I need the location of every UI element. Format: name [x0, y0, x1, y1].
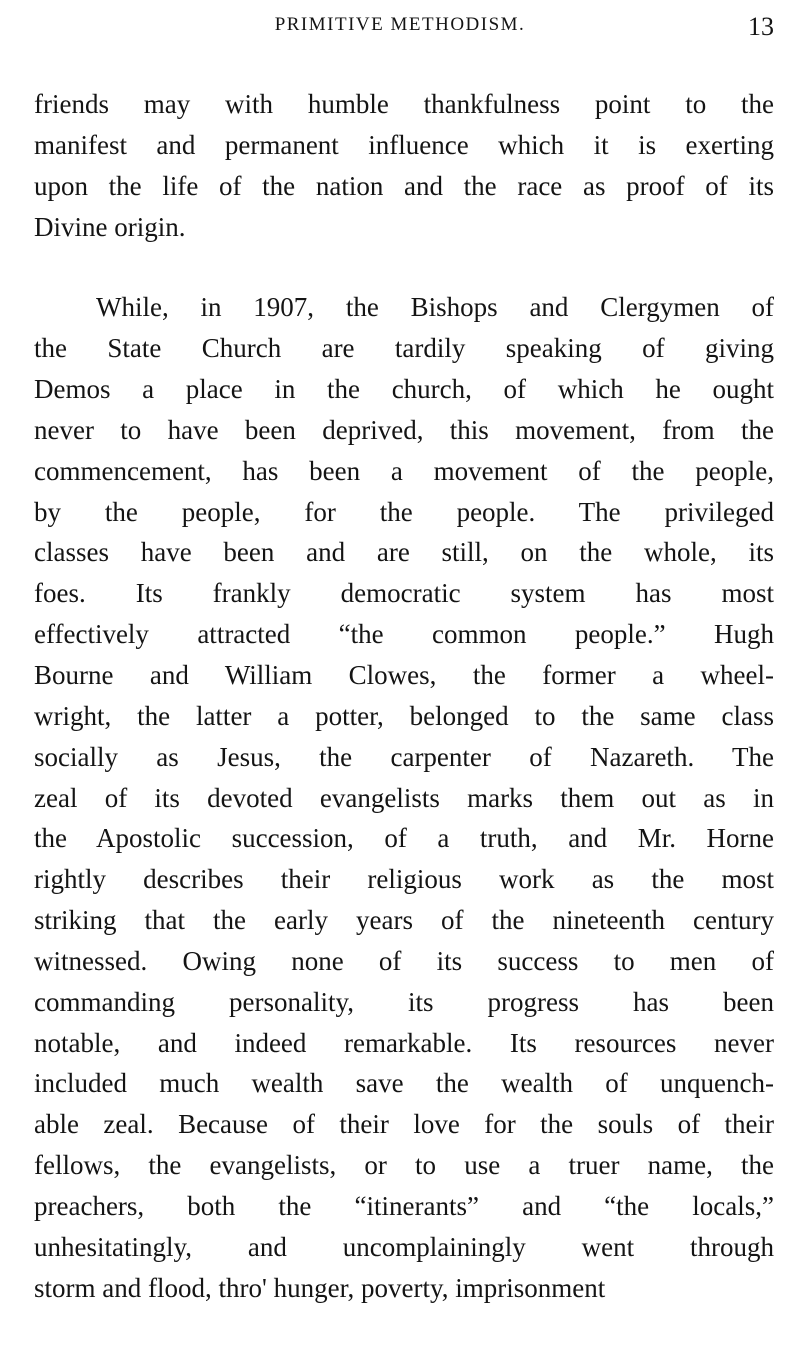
text-line: wright, the latter a potter, belonged to the same class	[34, 700, 774, 731]
page-number: 13	[748, 12, 774, 41]
text-line: effectively attracted “the common people.” Hugh	[34, 619, 774, 650]
running-title: PRIMITIVE METHODISM.	[274, 14, 526, 35]
text-line: preachers, both the “itinerants” and “the locals,”	[34, 1190, 774, 1221]
text-line: zeal of its devoted evangelists marks them out as in	[34, 782, 774, 813]
running-head	[0, 10, 800, 42]
text-line: able zeal. Because of their love for the souls of their	[34, 1109, 774, 1140]
text-line: notable, and indeed remarkable. Its resources never	[34, 1027, 774, 1058]
text-line: included much wealth save the wealth of unquench-	[34, 1068, 774, 1099]
text-line: commencement, has been a movement of the people,	[34, 455, 774, 486]
text-line: Divine origin.	[34, 211, 186, 242]
text-line: rightly describes their religious work as the most	[34, 864, 774, 895]
text-line: striking that the early years of the nineteenth century	[34, 905, 774, 936]
text-line: fellows, the evangelists, or to use a truer name, the	[34, 1150, 774, 1181]
text-line: by the people, for the people. The privileged	[34, 496, 774, 527]
text-line: upon the life of the nation and the race as proof of its	[34, 170, 774, 201]
text-line: the State Church are tardily speaking of giving	[34, 333, 774, 364]
text-line: the Apostolic succession, of a truth, and Mr. Horne	[34, 823, 774, 854]
text-line: While, in 1907, the Bishops and Clergymen of	[96, 292, 774, 323]
text-line: Demos a place in the church, of which he ought	[34, 374, 774, 405]
text-line: foes. Its frankly democratic system has most	[34, 578, 774, 609]
paragraph-1	[34, 84, 774, 247]
text-line: manifest and permanent influence which it is exerting	[34, 129, 774, 160]
text-line: unhesitatingly, and uncomplainingly went through	[34, 1231, 774, 1262]
text-line: witnessed. Owing none of its success to men of	[34, 945, 774, 976]
text-line: classes have been and are still, on the whole, its	[34, 537, 774, 568]
text-line: never to have been deprived, this movement, from the	[34, 414, 774, 445]
text-line: commanding personality, its progress has been	[34, 986, 774, 1017]
text-line: socially as Jesus, the carpenter of Nazareth. The	[34, 741, 774, 772]
body-text	[34, 84, 774, 1308]
text-line: Bourne and William Clowes, the former a wheel-	[34, 659, 774, 690]
text-line: friends may with humble thankfulness point to the	[34, 89, 774, 119]
text-line: storm and flood, thro' hunger, poverty, imprisonment	[34, 1272, 606, 1303]
paragraph-2	[34, 287, 774, 1308]
